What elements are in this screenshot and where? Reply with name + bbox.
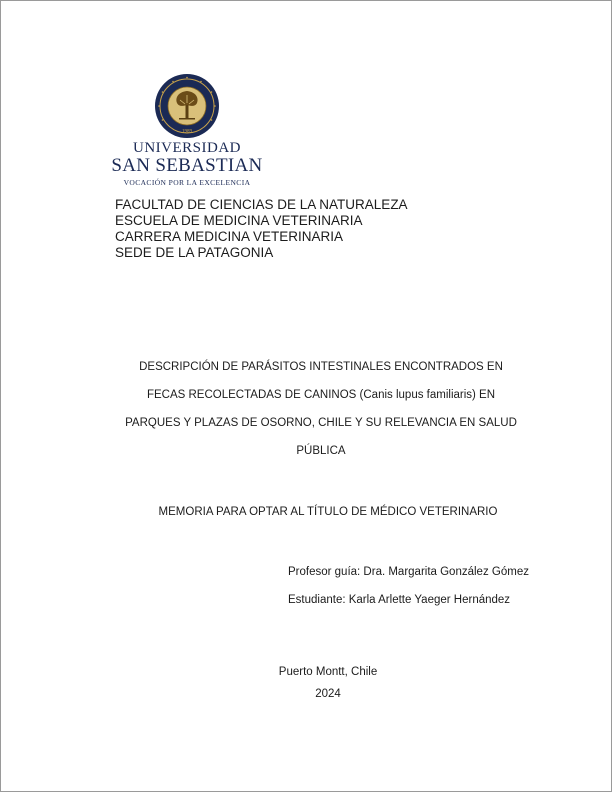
- student-line: Estudiante: Karla Arlette Yaeger Hernández: [288, 594, 511, 606]
- title-line: FECAS RECOLECTADAS DE CANINOS (Canis lupus familiaris) EN: [146, 389, 496, 401]
- faculty-block: [115, 197, 408, 261]
- school-line: ESCUELA DE MEDICINA VETERINARIA: [115, 213, 363, 228]
- campus-line: SEDE DE LA PATAGONIA: [115, 245, 274, 260]
- place-date-block: [241, 661, 415, 705]
- degree-statement: MEMORIA PARA OPTAR AL TÍTULO DE MÉDICO VETERINARIO: [158, 506, 498, 518]
- university-logo: [111, 73, 263, 187]
- seal-year: 1989: [182, 129, 192, 135]
- university-name-line1: UNIVERSIDAD: [133, 140, 241, 156]
- thesis-title: [101, 353, 541, 465]
- university-seal-icon: [154, 73, 220, 139]
- professor-line: Profesor guía: Dra. Margarita González Gómez: [288, 566, 529, 578]
- university-name-line2: SAN SEBASTIAN: [111, 155, 263, 176]
- title-line: PARQUES Y PLAZAS DE OSORNO, CHILE Y SU RELEVANCIA EN SALUD: [125, 417, 517, 429]
- title-line: DESCRIPCIÓN DE PARÁSITOS INTESTINALES ENCONTRADOS EN: [139, 361, 503, 373]
- year: 2024: [315, 688, 341, 700]
- career-line: CARRERA MEDICINA VETERINARIA: [115, 229, 344, 244]
- people-block: [288, 558, 529, 614]
- university-tagline: VOCACIÓN POR LA EXCELENCIA: [123, 178, 251, 187]
- place: Puerto Montt, Chile: [278, 666, 378, 678]
- faculty-line: FACULTAD DE CIENCIAS DE LA NATURALEZA: [115, 197, 408, 212]
- title-line: PÚBLICA: [296, 445, 346, 457]
